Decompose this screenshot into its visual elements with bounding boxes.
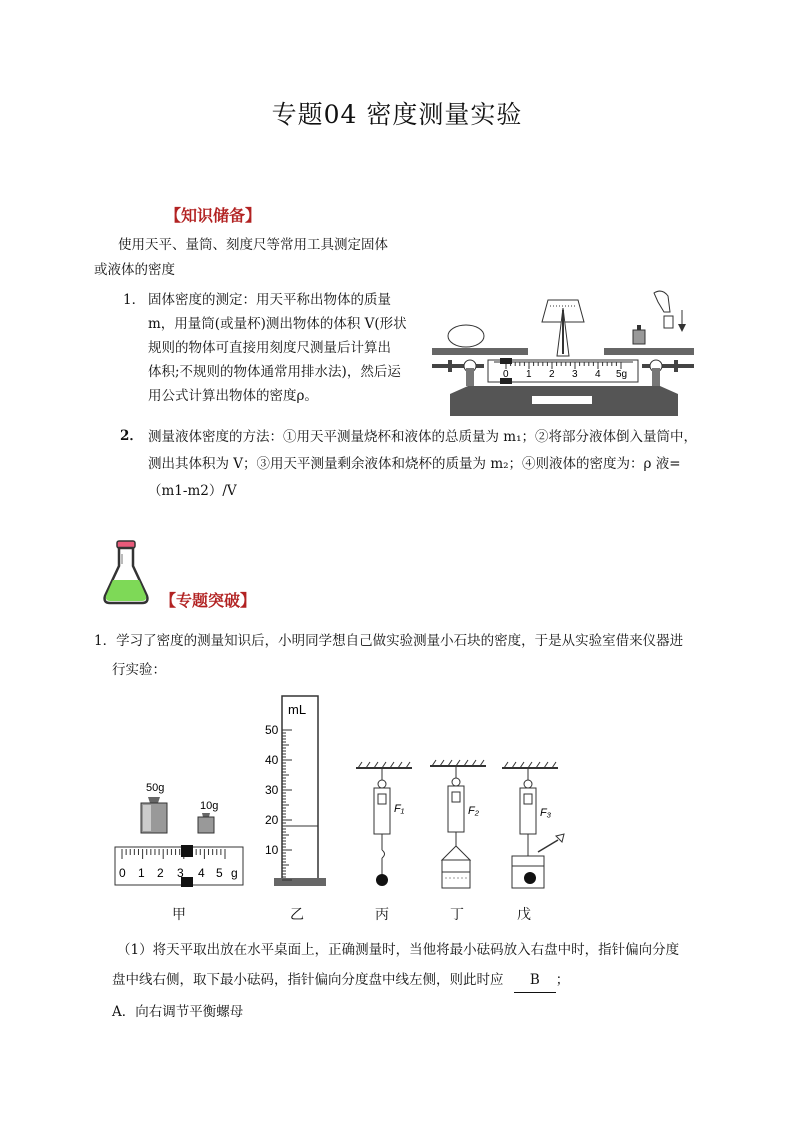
figure-wu-label: 戊 <box>517 907 531 923</box>
option-a: A．向右调节平衡螺母 <box>112 1004 244 1020</box>
cylinder-mark: 20 <box>265 813 279 827</box>
force-f3: F₃ <box>540 807 552 819</box>
item2-text <box>148 424 708 505</box>
cylinder-mark: 50 <box>265 723 279 737</box>
force-f1: F₁ <box>394 803 405 815</box>
weight-50g-label: 50g <box>146 782 165 794</box>
item1-text <box>148 288 428 408</box>
balance-scale-label: 2 <box>549 369 555 380</box>
jia-scale-label: 3 <box>177 866 184 880</box>
figure-jia <box>112 775 247 890</box>
balance-figure <box>428 288 698 418</box>
jia-scale-label: 5 <box>216 866 223 880</box>
item2-line: 测出其体积为 V；③用天平测量剩余液体和烧杯的质量为 m₂；④则液体的密度为：ρ 液= <box>148 456 681 472</box>
figure-bing-label: 丙 <box>375 907 389 923</box>
flask-icon <box>100 538 152 608</box>
figure-jia-label: 甲 <box>172 907 186 923</box>
jia-scale-label: g <box>231 866 238 880</box>
page-title: 专题04 密度测量实验 <box>271 100 523 129</box>
q1-sub1-line2-text: 盘中线右侧，取下最小砝码，指针偏向分度盘中线左侧，则此时应 <box>112 972 504 988</box>
balance-scale-label: 4 <box>595 369 601 380</box>
balance-scale-label: 5g <box>616 369 628 380</box>
q1-line2: 行实验： <box>112 662 166 678</box>
answer-blank[interactable]: B <box>514 968 556 993</box>
jia-scale-label: 2 <box>157 866 164 880</box>
cylinder-mark: 40 <box>265 753 279 767</box>
q1-line1: 1．学习了密度的测量知识后，小明同学想自己做实验测量小石块的密度，于是从实验室借来仪器进 <box>94 633 684 649</box>
jia-scale-label: 1 <box>138 866 145 880</box>
jia-scale-label: 0 <box>119 866 126 880</box>
item2-line: 测量液体密度的方法：①用天平测量烧杯和液体的总质量为 m₁；②将部分液体倒入量筒中， <box>148 429 698 445</box>
figure-yi-label: 乙 <box>290 907 304 923</box>
special-heading: 【专题突破】 <box>160 591 257 610</box>
knowledge-heading: 【知识储备】 <box>165 206 262 225</box>
figure-bing <box>354 758 414 890</box>
balance-scale-label: 1 <box>526 369 532 380</box>
weight-10g-label: 10g <box>200 800 219 812</box>
cylinder-mark: 30 <box>265 783 279 797</box>
item2-number: 2． <box>120 428 143 444</box>
jia-scale-label: 4 <box>198 866 205 880</box>
q1-sub1-line2 <box>112 968 569 993</box>
cylinder-mark: 10 <box>265 843 279 857</box>
item1-line: 体积;不规则的物体通常用排水法)，然后运 <box>148 364 401 380</box>
knowledge-intro-line2: 或液体的密度 <box>94 262 175 278</box>
item1-line: m，用量筒(或量杯)测出物体的体积 V(形状 <box>148 316 407 332</box>
item2-line: （m1-m2）/V <box>148 483 237 499</box>
item1-line: 规则的物体可直接用刻度尺测量后计算出 <box>148 340 391 356</box>
figure-ding-label: 丁 <box>450 907 464 923</box>
item1-line: 固体密度的测定：用天平称出物体的质量 <box>148 292 391 308</box>
figure-ding <box>428 756 490 892</box>
cylinder-unit: mL <box>288 702 307 717</box>
q1-sub1-line2-end: ； <box>555 972 570 988</box>
item1-line: 用公式计算出物体的密度ρ。 <box>148 388 318 404</box>
balance-scale-label: 3 <box>572 369 578 380</box>
force-f2: F₂ <box>468 805 479 817</box>
figure-yi <box>262 692 332 890</box>
item1-number: 1． <box>123 292 146 308</box>
knowledge-intro-line1: 使用天平、量筒、刻度尺等常用工具测定固体 <box>118 237 388 253</box>
balance-scale-label: 0 <box>503 369 509 380</box>
figure-wu <box>500 758 570 892</box>
q1-sub1-line1: （1）将天平取出放在水平桌面上，正确测量时，当他将最小砝码放入右盘中时，指针偏向分度 <box>117 942 680 958</box>
